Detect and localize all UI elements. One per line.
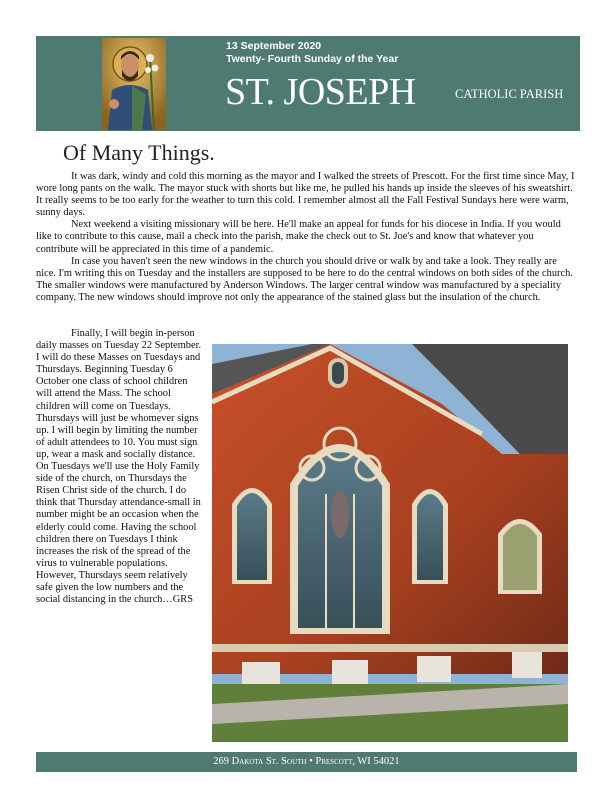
article-column-left — [36, 328, 206, 606]
article-headline: Of Many Things. — [63, 140, 215, 165]
liturgical-sunday: Twenty- Fourth Sunday of the Year — [226, 53, 399, 65]
article-paragraph-final: Finally, I will begin in-person daily masses on Tuesday 22 September. I will do these Masses on Tuesdays and Thursdays. Beginning Tuesday 6 October one class of school children will attend the Mass. The school children will come on Tuesdays. Thursdays will just be whomever signs up. I will begin by limiting the number of adult attendees to 10. You must sign up, wear a mask and socially distance. On Tuesdays we'll use the Holy Family side of the church, on Thursdays the Risen Christ side of the church. I do think that Thursday attendance-small in number might be an occasion when the elderly could come. Having the school children there on Tuesdays I think increases the risk of the spread of the virus to vulnerable populations. However, Thursdays seem relatively safe given the low numbers and the social distancing in the church…GRS — [36, 328, 202, 606]
parish-subtitle: CATHOLIC PARISH — [455, 87, 564, 101]
church-windows-photo — [212, 344, 568, 742]
issue-date: 13 September 2020 — [226, 40, 322, 52]
saint-joseph-icon — [102, 38, 166, 130]
article-paragraph: In case you haven't seen the new windows in the church you should drive or walk by and take a look. They really are nice. I'm writing this on Tuesday and the installers are supposed to be here to do the central windows on both sides of the church. The smaller windows were manufactured by Anderson Windows. The larger central window was manufactured by a speciality company. The new windows should improve not only the appearance of the stained glass but the insulation of the church. — [36, 255, 573, 303]
parish-title: ST. JOSEPH — [225, 71, 416, 113]
article-body — [36, 171, 577, 304]
article-paragraph: It was dark, windy and cold this morning as the mayor and I walked the streets of Prescott. For the first time since May, I wore long pants on the walk. The mayor stuck with shorts but like me, he pulled his hands up inside the sleeves of his sweatshirt. It really seems to be too early for the weather to turn this cold. I remember almost all the Fall Festival Sundays here were warm, sunny days. — [36, 171, 575, 219]
footer-address: 269 Dakota St. South • Prescott, WI 54021 — [36, 752, 577, 772]
article-paragraph: Next weekend a visiting missionary will be here. He'll make an appeal for funds for his diocese in India. If you would like to contribute to this cause, mail a check into the parish, make the check out to St. Joe's and know that whatever you contribute will be appreciated in this time of a pandemic. — [36, 219, 561, 255]
